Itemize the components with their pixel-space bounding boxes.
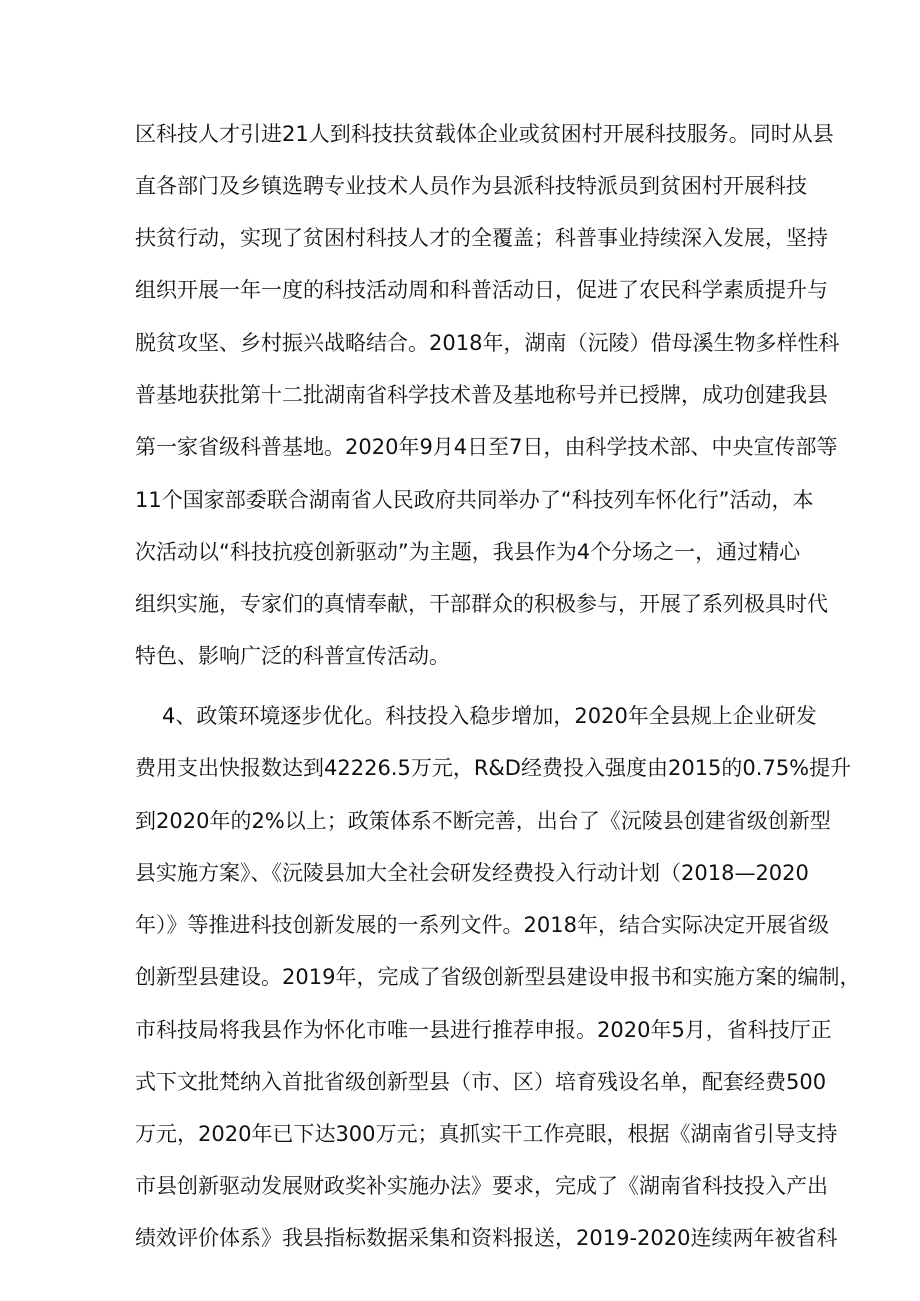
text-line: 县实施方案》、《沅陵县加大全社会研发经费投入行动计划（2018—2020 <box>135 861 809 885</box>
text-line: 脱贫攻坚、乡村振兴战略结合。2018年，湖南（沅陵）借母溪生物多样性科 <box>135 331 840 355</box>
text-line: 到2020年的2%以上；政策体系不断完善，出台了《沅陵县创建省级创新型 <box>135 809 831 833</box>
text-line: 市县创新驱动发展财政奖补实施办法》要求，完成了《湖南省科技投入产出 <box>135 1174 828 1198</box>
text-line: 第一家省级科普基地。2020年9月4日至7日，由科学技术部、中央宣传部等 <box>135 435 838 459</box>
text-line: 市科技局将我县作为怀化市唯一县进行推荐申报。2020年5月，省科技厅正 <box>135 1018 832 1042</box>
text-line: 普基地获批第十二批湖南省科学技术普及基地称号并已授牌，成功创建我县 <box>135 383 828 407</box>
text-line: 11个国家部委联合湖南省人民政府共同举办了“科技列车怀化行”活动，本 <box>135 488 814 512</box>
text-line: 组织开展一年一度的科技活动周和科普活动日，促进了农民科学素质提升与 <box>135 278 828 302</box>
text-line: 创新型县建设。2019年，完成了省级创新型县建设申报书和实施方案的编制， <box>135 965 861 989</box>
text-line: 费用支出快报数达到42226.5万元，R&D经费投入强度由2015的0.75%提升 <box>135 756 852 780</box>
text-line: 绩效评价体系》我县指标数据采集和资料报送，2019-2020连续两年被省科 <box>135 1226 838 1250</box>
text-line: 特色、影响广泛的科普宣传活动。 <box>135 644 450 668</box>
text-line: 式下文批梵纳入首批省级创新型县（市、区）培育残设名单，配套经费500 <box>135 1070 827 1094</box>
text-line: 区科技人才引进21人到科技扶贫载体企业或贫困村开展科技服务。同时从县 <box>135 122 834 146</box>
text-line: 年）》等推进科技创新发展的一系列文件。2018年，结合实际决定开展省级 <box>135 913 829 937</box>
text-line: 4、政策环境逐步优化。科技投入稳步增加，2020年全县规上企业研发 <box>162 704 817 728</box>
text-line: 扶贫行动，实现了贫困村科技人才的全覆盖；科普事业持续深入发展，坚持 <box>135 226 828 250</box>
text-line: 直各部门及乡镇选聘专业技术人员作为县派科技特派员到贫困村开展科技 <box>135 174 807 198</box>
text-line: 万元，2020年已下达300万元；真抓实干工作亮眼，根据《湖南省引导支持 <box>135 1122 838 1146</box>
text-line: 次活动以“科技抗疫创新驱动”为主题，我县作为4个分场之一，通过精心 <box>135 540 801 564</box>
text-line: 组织实施，专家们的真情奉献，干部群众的积极参与，开展了系列极具时代 <box>135 592 828 616</box>
